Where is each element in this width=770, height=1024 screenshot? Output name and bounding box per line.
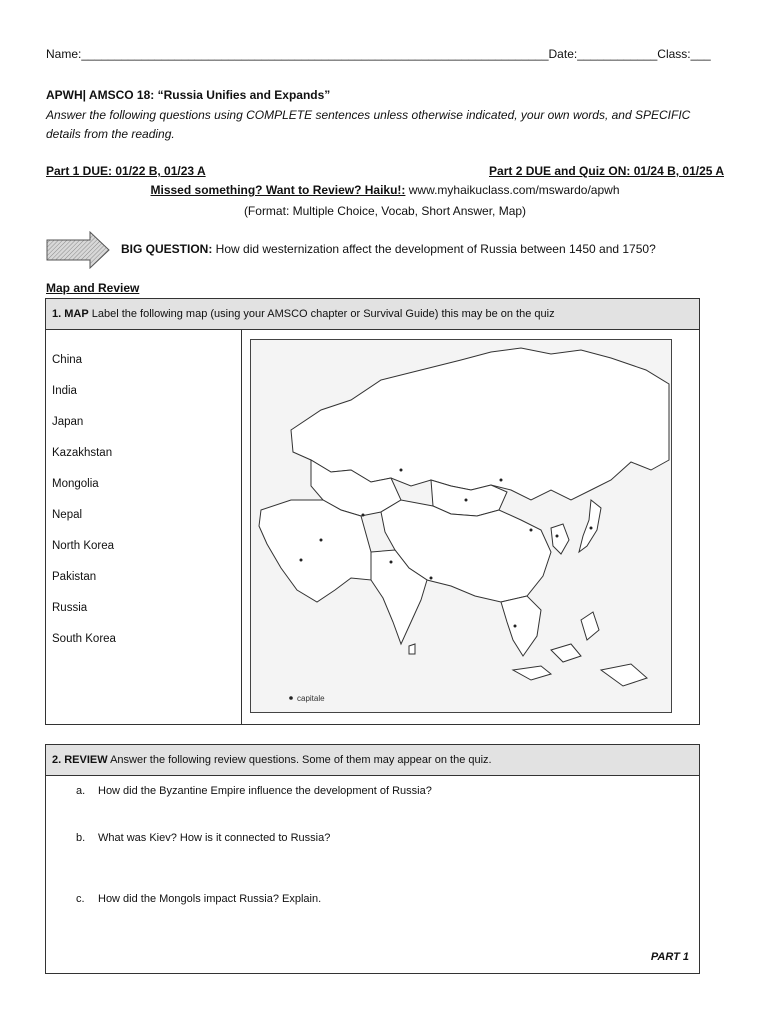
question-letter: b. [76,832,86,844]
country-item: Pakistan [52,571,97,583]
name-label: Name: [46,47,82,61]
haiku-line [0,183,770,197]
map-table-header [46,299,699,330]
country-item: Mongolia [52,478,99,490]
question-letter: a. [76,785,86,797]
big-question-label: BIG QUESTION: [121,242,213,256]
date-blank[interactable]: ____________ [577,47,658,61]
map-review-heading: Map and Review [46,281,140,295]
country-item: Japan [52,416,84,428]
country-list [46,330,242,724]
review-table [45,744,700,974]
worksheet-instructions: Answer the following questions using COMPLETE sentences unless otherwise indicated, your own words, and SPECIFIC details from the reading. [46,108,691,141]
review-section-instruction: Answer the following review questions. Some of them may appear on the quiz. [107,754,492,766]
map-legend: capitale [297,694,325,703]
name-blank[interactable]: ______________________________________________________________________ [81,47,549,61]
part1-due: Part 1 DUE: 01/22 B, 01/23 A [46,164,206,178]
student-info-line [46,47,726,61]
country-item: South Korea [52,633,116,645]
question-text: What was Kiev? How is it connected to Russia? [98,832,331,844]
asia-outline-map[interactable] [250,339,672,713]
arrow-icon [46,231,110,272]
country-item: China [52,354,83,366]
country-item: North Korea [52,540,115,552]
date-label: Date: [548,47,578,61]
question-text: How did the Byzantine Empire influence the development of Russia? [98,785,432,797]
big-question [121,242,656,256]
asia-map-graphic [251,340,671,712]
haiku-lead: Missed something? Want to Review? Haiku!: [150,183,406,197]
format-line: (Format: Multiple Choice, Vocab, Short Answer, Map) [243,204,527,218]
map-section-instruction: Label the following map (using your AMSCO chapter or Survival Guide) this may be on the quiz [88,308,555,320]
map-table [45,298,700,725]
country-item: Kazakhstan [52,447,113,459]
country-item: India [52,385,77,397]
haiku-url[interactable]: www.myhaikuclass.com/mswardo/apwh [405,183,620,197]
review-table-header [46,745,699,776]
map-section-number: 1. MAP [52,308,89,320]
capital-dot-icon [289,696,293,700]
part2-due: Part 2 DUE and Quiz ON: 01/24 B, 01/25 A [489,164,724,178]
country-item: Russia [52,602,88,614]
part-label: PART 1 [650,951,689,963]
question-text: How did the Mongols impact Russia? Explain. [98,893,322,905]
class-blank[interactable]: ___ [690,47,711,61]
country-item: Nepal [52,509,83,521]
class-label: Class: [657,47,691,61]
worksheet-title: APWH| AMSCO 18: “Russia Unifies and Expands” [46,88,331,102]
question-letter: c. [76,893,85,905]
big-question-text: How did westernization affect the development of Russia between 1450 and 1750? [212,242,656,256]
review-section-number: 2. REVIEW [52,754,108,766]
